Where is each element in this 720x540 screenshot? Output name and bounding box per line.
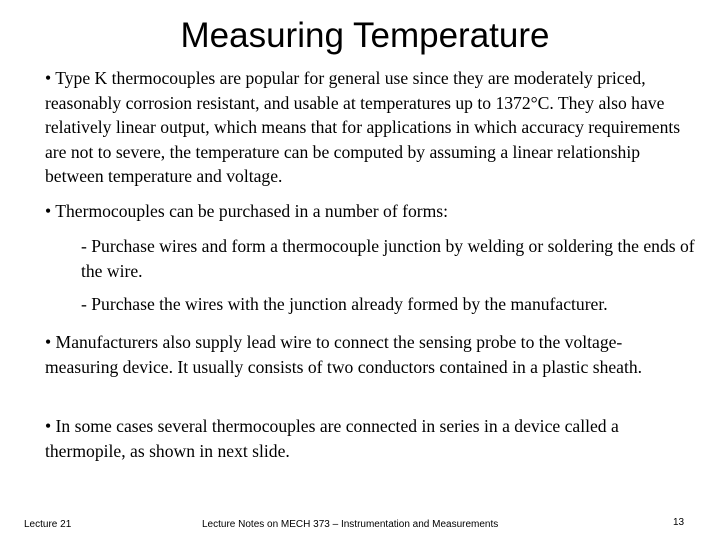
bullet-thermopile: • In some cases several thermocouples are connected in series in a device called a thermopile, as shown in next slide. — [45, 416, 619, 461]
bullet-forms: • Thermocouples can be purchased in a number of forms: — [45, 201, 449, 221]
slide-title: Measuring Temperature — [180, 16, 550, 55]
footer-course-title: Lecture Notes on MECH 373 – Instrumentation and Measurements — [202, 519, 499, 530]
bullet-type-k: • Type K thermocouples are popular for general use since they are moderately priced, reasonably corrosion resistant, and usable at temperatures up to 1372°C. They also have relatively linear output, which means that for applications in which accuracy requirements are not to severe, the temperature can be computed by assuming a linear relationship between temperature and voltage. — [45, 68, 681, 186]
bullet-lead-wire: • Manufacturers also supply lead wire to connect the sensing probe to the voltage-measuring device. It usually consists of two conductors contained in a plastic sheath. — [45, 332, 643, 377]
sub-item-junction-formed: - Purchase the wires with the junction already formed by the manufacturer. — [81, 294, 608, 314]
sub-item-purchase-wires: - Purchase wires and form a thermocouple junction by welding or soldering the ends of the wire. — [81, 236, 695, 281]
footer-page-number: 13 — [673, 517, 685, 528]
footer-lecture-label: Lecture 21 — [24, 519, 72, 530]
